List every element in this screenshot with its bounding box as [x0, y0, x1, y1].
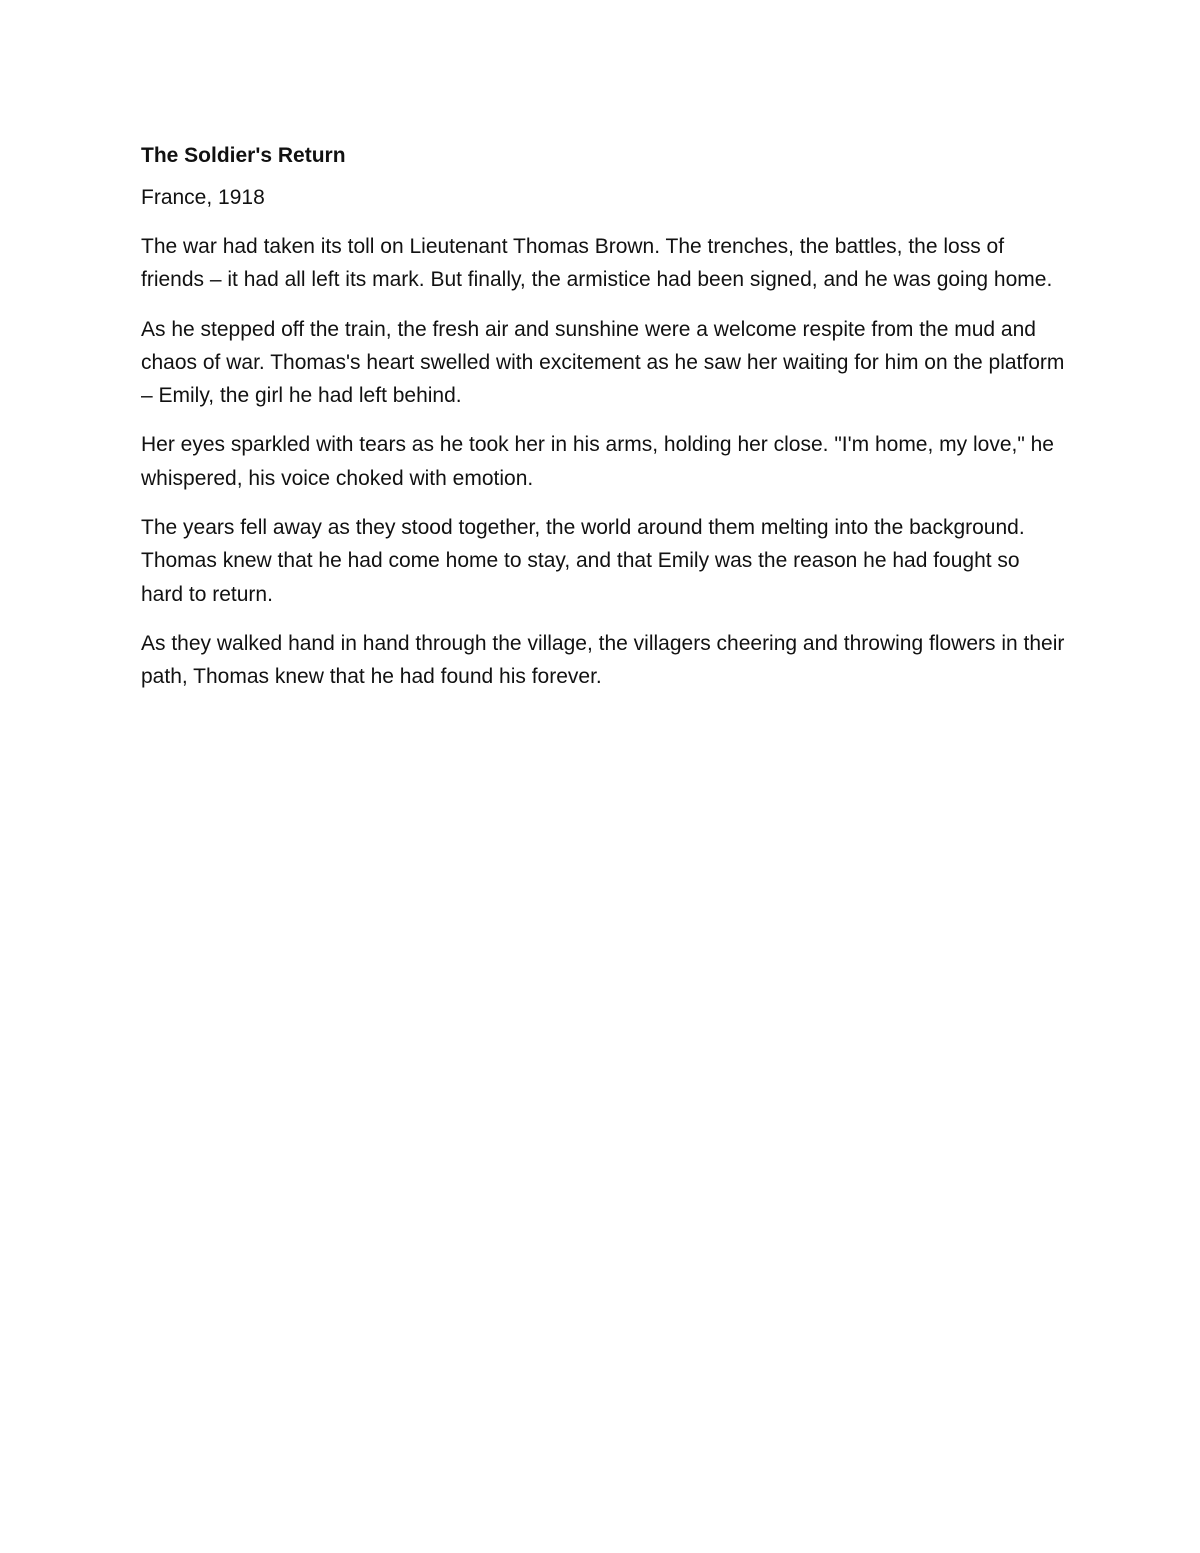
dateline: France, 1918 — [141, 186, 265, 209]
paragraph: The years fell away as they stood together, the world around them melting into the background. Thomas knew that he had come home to stay, and that Emily was the reason he had fought so hard to return. — [141, 516, 1025, 606]
paragraph: As they walked hand in hand through the village, the villagers cheering and throwing flowers in their path, Thomas knew that he had found his forever. — [141, 631, 1065, 689]
paragraph: The war had taken its toll on Lieutenant Thomas Brown. The trenches, the battles, the loss of friends – it had all left its mark. But finally, the armistice had been signed, and he was going home. — [141, 235, 1053, 292]
paragraph: Her eyes sparkled with tears as he took her in his arms, holding her close. "I'm home, my love," he whispered, his voice choked with emotion. — [141, 433, 1054, 490]
document-body — [141, 142, 1066, 710]
document-title: The Soldier's Return — [141, 144, 346, 167]
paragraph: As he stepped off the train, the fresh air and sunshine were a welcome respite from the mud and chaos of war. Thomas's heart swelled with excitement as he saw her waiting for him on the platform – Emily, the girl he had left behind. — [141, 317, 1065, 408]
